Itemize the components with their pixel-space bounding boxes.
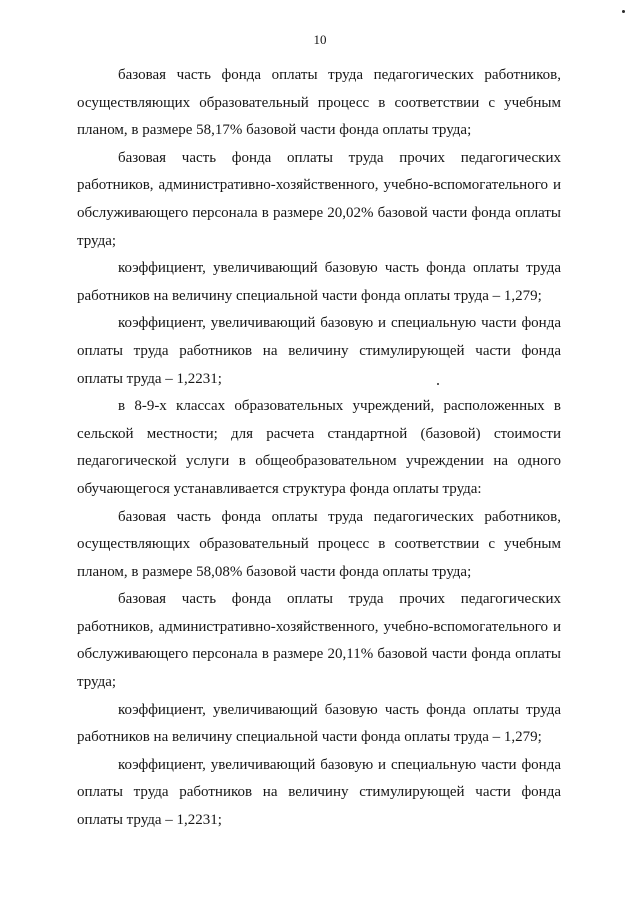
paragraph-base-part-teachers-2: базовая часть фонда оплаты труда педагогических работников, осуществляющих образовательный процесс в соответствии с учебным планом, в размере 58,08% базовой части фонда оплаты труда; xyxy=(77,508,561,580)
paragraph-base-part-teachers-1: базовая часть фонда оплаты труда педагогических работников, осуществляющих образовательный процесс в соответствии с учебным планом, в размере 58,17% базовой части фонда оплаты труда; xyxy=(77,67,561,139)
paragraph-base-part-other-staff-1: базовая часть фонда оплаты труда прочих педагогических работников, административно-хозяйственного, учебно-вспомогательного и обслуживающего персонала в размере 20,02% базовой части фонда оплаты труда; xyxy=(77,149,561,249)
paragraph-base-part-other-staff-2: базовая часть фонда оплаты труда прочих педагогических работников, административно-хозяйственного, учебно-вспомогательного и обслуживающего персонала в размере 20,11% базовой части фонда оплаты труда; xyxy=(77,591,561,691)
document-body xyxy=(77,62,561,835)
paragraph-special-coefficient-2: коэффициент, увеличивающий базовую часть фонда оплаты труда работников на величину специальной части фонда оплаты труда – 1,279; xyxy=(77,701,561,746)
paragraph-rural-grades-8-9: в 8-9-х классах образовательных учреждений, расположенных в сельской местности; для расчета стандартной (базовой) стоимости педагогической услуги в общеобразовательном учреждении на одного обучающегося устанавливается структура фонда оплаты труда: xyxy=(77,398,561,497)
scan-speck xyxy=(622,10,625,13)
paragraph-special-coefficient-1: коэффициент, увеличивающий базовую часть фонда оплаты труда работников на величину специальной части фонда оплаты труда – 1,279; xyxy=(77,260,561,304)
paragraph-stimulating-coefficient-2: коэффициент, увеличивающий базовую и специальную части фонда оплаты труда работников на величину стимулирующей части фонда оплаты труда – 1,2231; xyxy=(77,756,561,829)
paragraph-stimulating-coefficient-1: коэффициент, увеличивающий базовую и специальную части фонда оплаты труда работников на величину стимулирующей части фонда оплаты труда – 1,2231; xyxy=(77,315,561,387)
scan-speck xyxy=(437,383,439,385)
page-number: 10 xyxy=(313,32,327,47)
